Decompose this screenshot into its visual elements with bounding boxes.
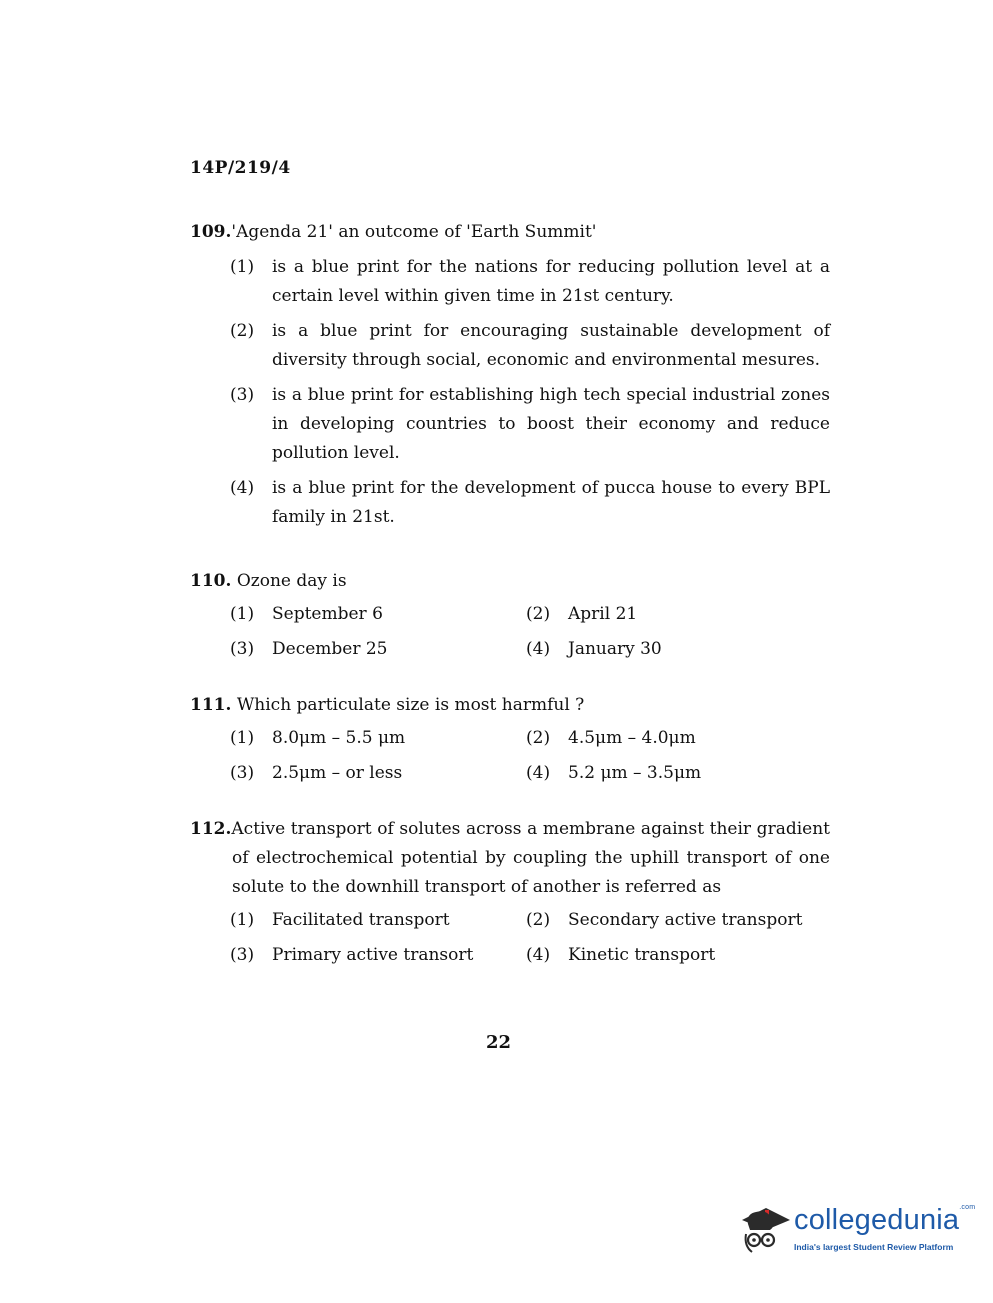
option-number: (2)	[526, 728, 551, 748]
option	[526, 759, 826, 788]
question-stem	[190, 815, 830, 902]
option	[230, 317, 830, 375]
option-text: 4.5μm – 4.0μm	[568, 728, 696, 748]
option	[230, 759, 526, 788]
option-text: Facilitated transport	[272, 910, 450, 930]
option-number: (4)	[526, 639, 551, 659]
option-text: December 25	[272, 639, 388, 659]
question-text: 'Agenda 21' an outcome of 'Earth Summit'	[231, 222, 597, 242]
option-text: is a blue print for encouraging sustainable development of diversity through social, economic and environmental mesures.	[272, 321, 830, 370]
brand-tagline: India's largest Student Review Platform	[794, 1242, 954, 1252]
page-number: 22	[486, 1032, 512, 1053]
question-stem	[190, 218, 830, 247]
question-number: 111.	[190, 695, 232, 715]
option-text: April 21	[568, 604, 638, 624]
question-110	[190, 567, 830, 664]
option	[230, 253, 830, 311]
option-number: (3)	[230, 763, 255, 783]
option	[230, 474, 830, 532]
question-text: Which particulate size is most harmful ?	[236, 695, 585, 715]
option-number: (4)	[230, 478, 255, 498]
option-text: Secondary active transport	[568, 910, 803, 930]
option-text: Kinetic transport	[568, 945, 716, 965]
option-text: September 6	[272, 604, 383, 624]
option-number: (4)	[526, 945, 551, 965]
option-number: (4)	[526, 763, 551, 783]
option-text: 5.2 μm – 3.5μm	[568, 763, 702, 783]
question-stem	[190, 691, 830, 720]
question-112	[190, 815, 830, 970]
option	[230, 941, 526, 970]
option-number: (3)	[230, 385, 255, 405]
question-stem	[190, 567, 830, 596]
option-text: 8.0μm – 5.5 μm	[272, 728, 406, 748]
option	[526, 941, 826, 970]
option-number: (2)	[526, 910, 551, 930]
option-number: (3)	[230, 639, 255, 659]
question-text: Active transport of solutes across a membrane against their gradient of electrochemical potential by coupling the uphill transport of one solute to the downhill transport of another is referred as	[231, 819, 830, 897]
option-number: (1)	[230, 604, 255, 624]
question-number: 110.	[190, 571, 232, 591]
paper-code: 14P/219/4	[190, 158, 291, 178]
option-text: 2.5μm – or less	[272, 763, 403, 783]
option	[230, 600, 526, 629]
option	[526, 635, 826, 664]
option-text: is a blue print for the nations for reducing pollution level at a certain level within given time in 21st century.	[272, 257, 830, 306]
option-number: (1)	[230, 910, 255, 930]
option	[230, 635, 526, 664]
option	[526, 600, 826, 629]
option	[230, 381, 830, 468]
brand-name: collegedunia$^{.com}$	[794, 1204, 976, 1236]
option-text: Primary active transort	[272, 945, 474, 965]
option-text: January 30	[568, 639, 662, 659]
mascot-logo-icon	[736, 1200, 792, 1256]
collegedunia-watermark	[736, 1196, 976, 1266]
option	[230, 724, 526, 753]
option-text: is a blue print for the development of pucca house to every BPL family in 21st.	[272, 478, 830, 527]
option-number: (1)	[230, 728, 255, 748]
option	[230, 906, 526, 935]
option	[526, 906, 826, 935]
option	[526, 724, 826, 753]
option-number: (1)	[230, 257, 255, 277]
question-number: 112.	[190, 819, 232, 839]
option-number: (2)	[230, 321, 255, 341]
option-text: is a blue print for establishing high tech special industrial zones in developing countries to boost their economy and reduce pollution level.	[272, 385, 830, 463]
option-number: (3)	[230, 945, 255, 965]
question-number: 109.	[190, 222, 232, 242]
brand-suffix: .com	[959, 1204, 976, 1211]
option-number: (2)	[526, 604, 551, 624]
question-109	[190, 218, 830, 532]
question-text: Ozone day is	[236, 571, 347, 591]
question-111	[190, 691, 830, 788]
